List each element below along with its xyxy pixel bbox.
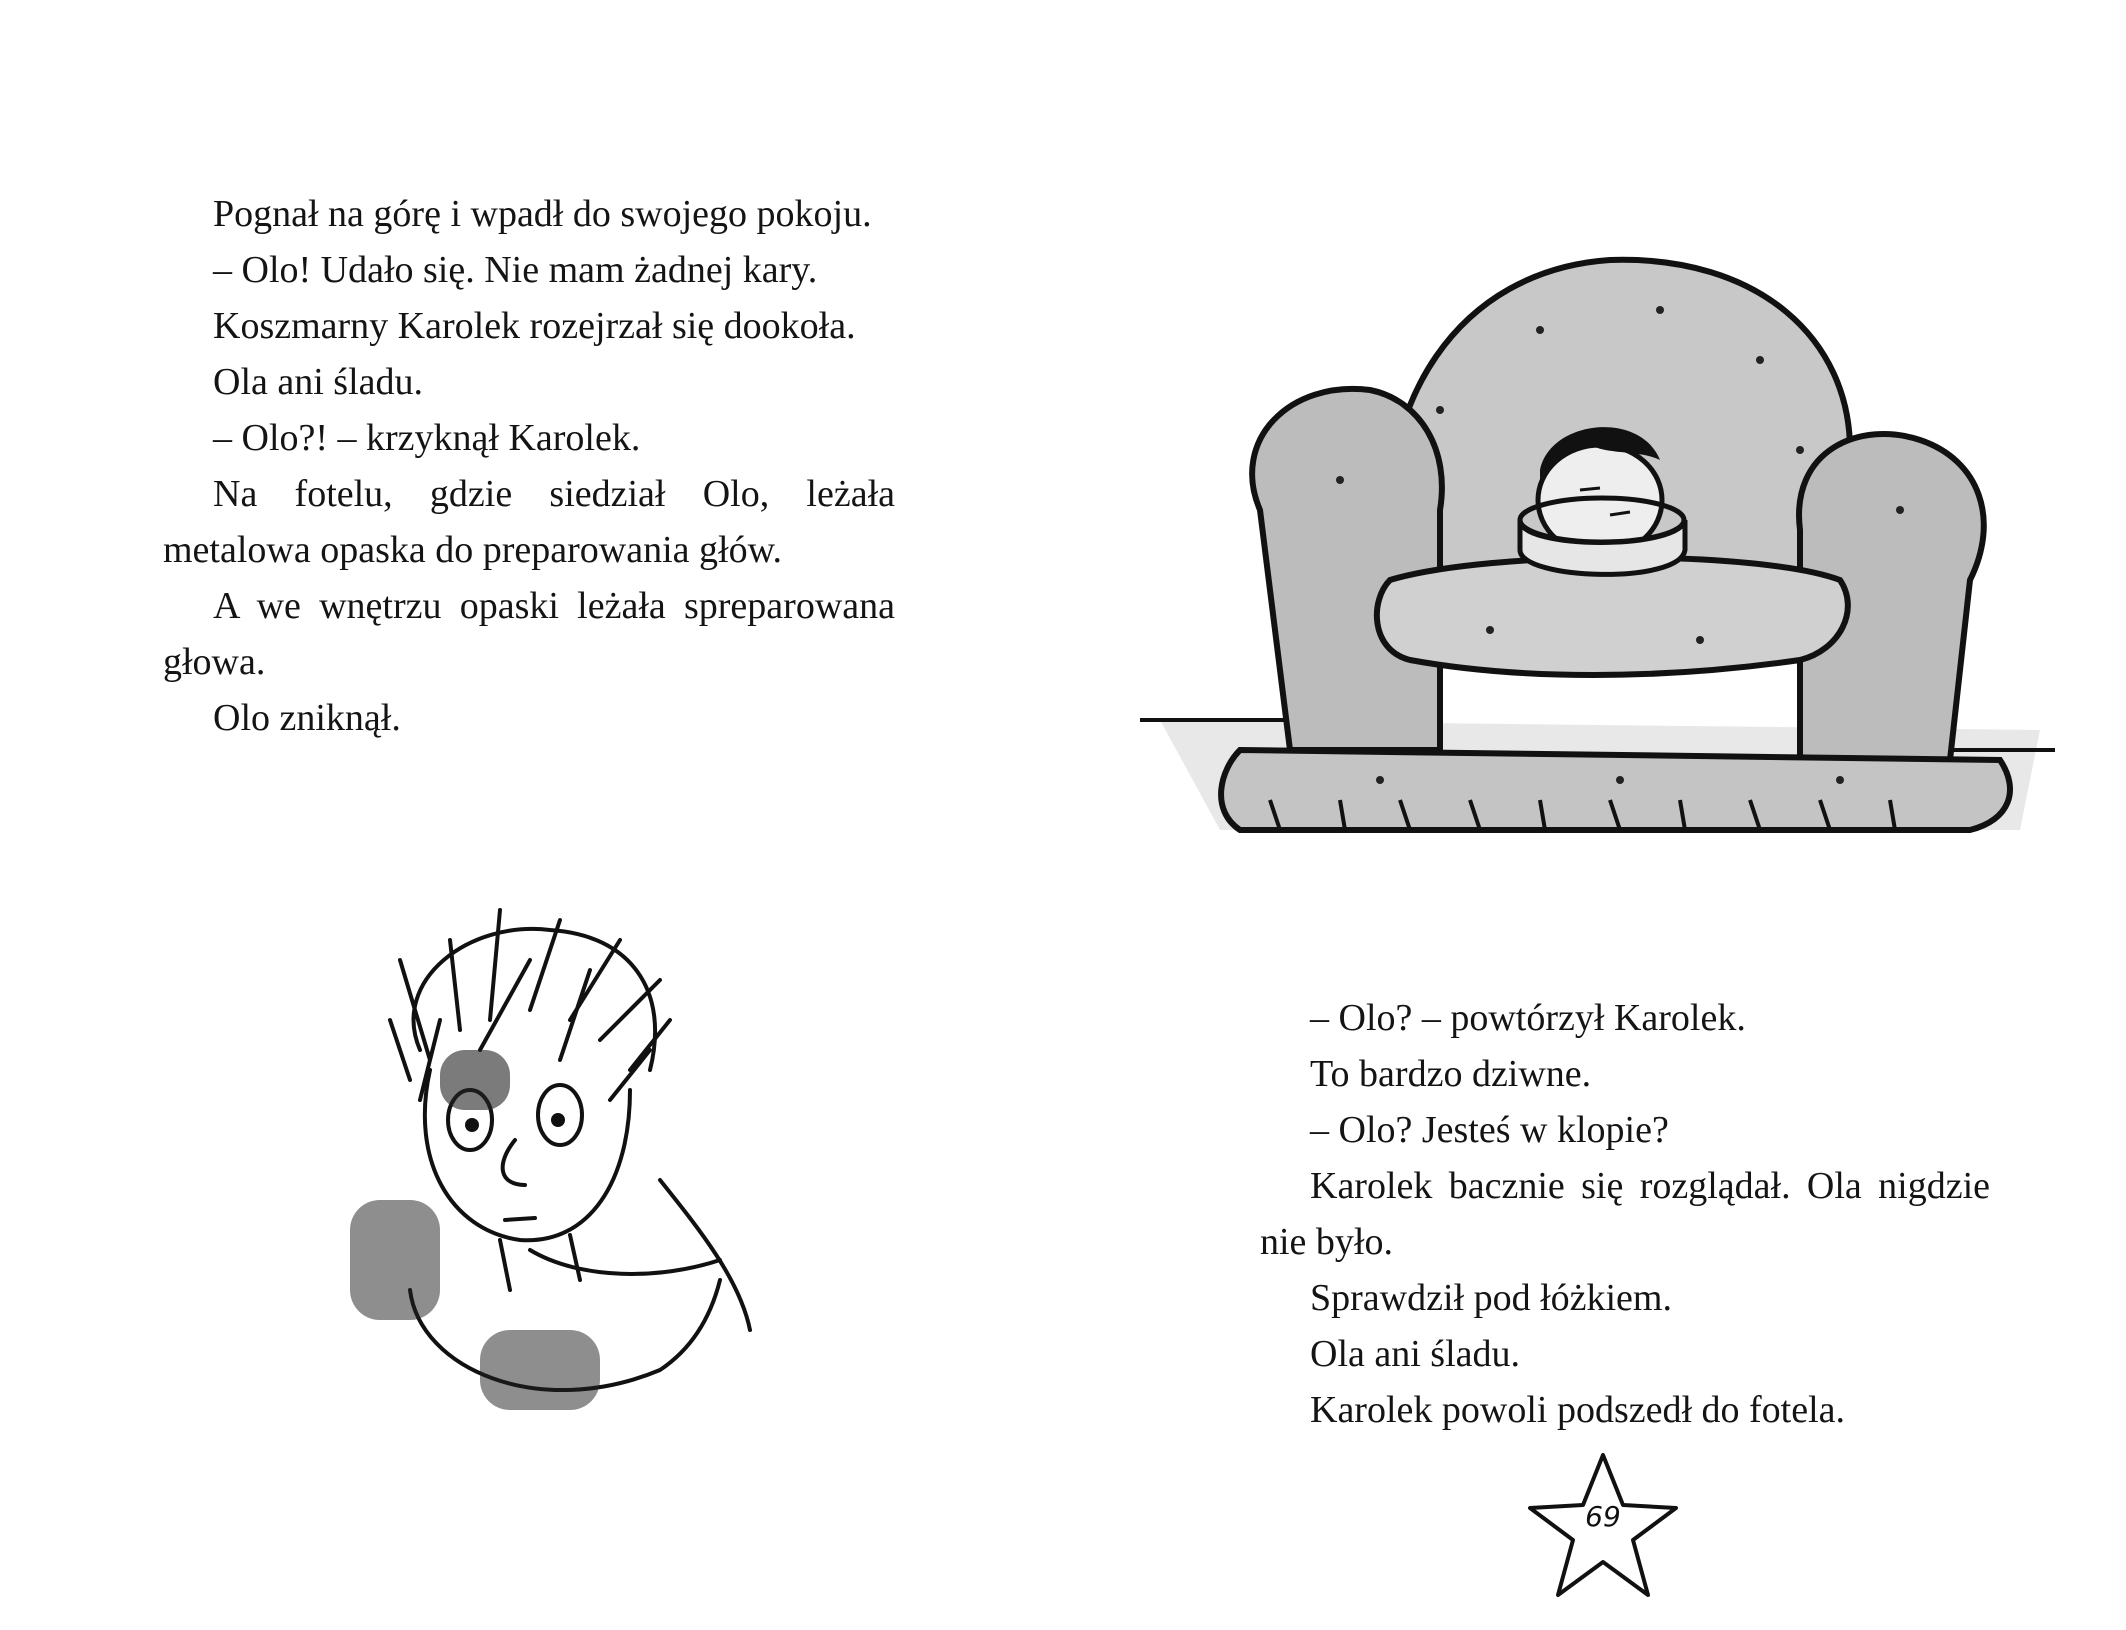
- paragraph: – Olo? – powtórzył Karolek.: [1310, 997, 1746, 1039]
- paragraph: Sprawdził pod łóżkiem.: [1310, 1277, 1672, 1319]
- paragraph: Olo zniknął.: [213, 697, 401, 739]
- right-page-text: [1260, 990, 1990, 1438]
- paragraph: Na fotelu, gdzie siedział Olo, leżała metalowa opaska do preparowania głów.: [163, 473, 895, 571]
- paragraph: To bardzo dziwne.: [1310, 1053, 1592, 1095]
- boy-illustration: [330, 900, 780, 1440]
- paragraph: Karolek powoli podszedł do fotela.: [1310, 1389, 1846, 1431]
- paragraph: Ola ani śladu.: [213, 361, 424, 403]
- paragraph: Ola ani śladu.: [1310, 1333, 1521, 1375]
- paragraph: – Olo! Udało się. Nie mam żadnej kary.: [213, 249, 818, 291]
- page-number: 69: [1585, 1500, 1621, 1533]
- paragraph: A we wnętrzu opaski leżała spreparowana głowa.: [163, 585, 895, 683]
- paragraph: Koszmarny Karolek rozejrzał się dookoła.: [213, 305, 856, 347]
- left-page-text: [163, 186, 895, 746]
- paragraph: Karolek bacznie się rozglądał. Ola nigdzie nie było.: [1260, 1165, 1990, 1263]
- paragraph: Pognał na górę i wpadł do swojego pokoju.: [213, 193, 872, 235]
- armchair-illustration: [1140, 250, 2060, 870]
- paragraph: – Olo?! – krzyknął Karolek.: [213, 417, 641, 459]
- paragraph: – Olo? Jesteś w klopie?: [1310, 1109, 1669, 1151]
